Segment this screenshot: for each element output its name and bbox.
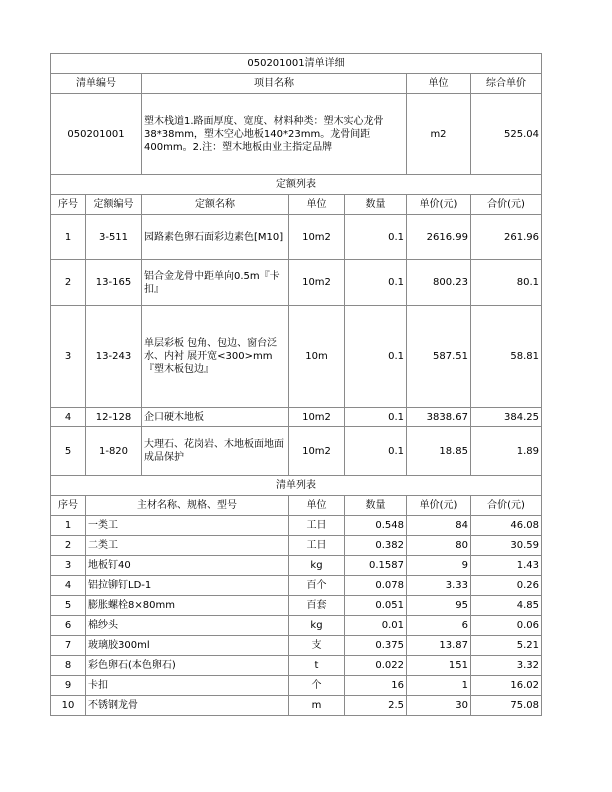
quota-unit: 10m2 [289, 260, 345, 306]
quota-price: 2616.99 [407, 215, 471, 260]
material-qty: 0.382 [345, 536, 407, 556]
material-name: 二类工 [86, 536, 289, 556]
material-no: 6 [51, 616, 86, 636]
material-price: 151 [407, 656, 471, 676]
quota-name: 企口硬木地板 [142, 408, 289, 427]
material-qty: 16 [345, 676, 407, 696]
quota-name: 单层彩板 包角、包边、窗台泛水、内衬 展开宽<300>mm『塑木板包边』 [142, 306, 289, 408]
quota-total: 384.25 [471, 408, 542, 427]
material-total: 0.26 [471, 576, 542, 596]
material-name: 卡扣 [86, 676, 289, 696]
table-row [51, 536, 542, 556]
bill-detail-table [50, 53, 542, 716]
quota-name: 大理石、花岗岩、木地板面地面成品保护 [142, 427, 289, 476]
material-unit: m [289, 696, 345, 716]
list-code-header: 清单编号 [51, 74, 142, 94]
quota-unit: 10m2 [289, 408, 345, 427]
table-row [51, 427, 542, 476]
quota-name: 园路素色卵石面彩边素色[M10] [142, 215, 289, 260]
material-no: 10 [51, 696, 86, 716]
material-header-qty: 数量 [345, 496, 407, 516]
material-unit: 工日 [289, 516, 345, 536]
list-code: 050201001 [51, 94, 142, 175]
material-no: 1 [51, 516, 86, 536]
material-name: 一类工 [86, 516, 289, 536]
quota-unit: 10m2 [289, 215, 345, 260]
material-total: 5.21 [471, 636, 542, 656]
material-name: 铝拉铆钉LD-1 [86, 576, 289, 596]
list-unit: m2 [407, 94, 471, 175]
quota-header-name: 定额名称 [142, 195, 289, 215]
material-total: 16.02 [471, 676, 542, 696]
list-name: 塑木栈道1.路面厚度、宽度、材料种类：塑木实心龙骨38*38mm，塑木空心地板140*23mm。龙骨间距400mm。2.注：塑木地板由业主指定品牌 [142, 94, 407, 175]
quota-price: 587.51 [407, 306, 471, 408]
quota-qty: 0.1 [345, 427, 407, 476]
material-price: 6 [407, 616, 471, 636]
material-qty: 0.022 [345, 656, 407, 676]
material-name: 膨胀螺栓8×80mm [86, 596, 289, 616]
material-header-no: 序号 [51, 496, 86, 516]
material-qty: 0.375 [345, 636, 407, 656]
table-row [51, 556, 542, 576]
quota-qty: 0.1 [345, 306, 407, 408]
quota-no: 3 [51, 306, 86, 408]
material-price: 3.33 [407, 576, 471, 596]
table-row [51, 696, 542, 716]
material-header-price: 单价(元) [407, 496, 471, 516]
quota-unit: 10m2 [289, 427, 345, 476]
material-qty: 2.5 [345, 696, 407, 716]
material-total: 46.08 [471, 516, 542, 536]
list-name-header: 项目名称 [142, 74, 407, 94]
material-price: 9 [407, 556, 471, 576]
material-name: 棉纱头 [86, 616, 289, 636]
quota-price: 800.23 [407, 260, 471, 306]
material-price: 1 [407, 676, 471, 696]
material-no: 7 [51, 636, 86, 656]
quota-total: 261.96 [471, 215, 542, 260]
material-total: 75.08 [471, 696, 542, 716]
material-name: 彩色卵石(本色卵石) [86, 656, 289, 676]
material-qty: 0.051 [345, 596, 407, 616]
material-unit: 工日 [289, 536, 345, 556]
quota-code: 1-820 [86, 427, 142, 476]
material-name: 玻璃胶300ml [86, 636, 289, 656]
material-total: 4.85 [471, 596, 542, 616]
material-price: 30 [407, 696, 471, 716]
material-name: 不锈钢龙骨 [86, 696, 289, 716]
table-row [51, 408, 542, 427]
material-unit: 百个 [289, 576, 345, 596]
quota-qty: 0.1 [345, 260, 407, 306]
material-unit: 个 [289, 676, 345, 696]
material-unit: kg [289, 616, 345, 636]
quota-no: 5 [51, 427, 86, 476]
material-no: 3 [51, 556, 86, 576]
quota-code: 3-511 [86, 215, 142, 260]
table-row [51, 260, 542, 306]
material-qty: 0.01 [345, 616, 407, 636]
quota-price: 3838.67 [407, 408, 471, 427]
table-row [51, 306, 542, 408]
quota-no: 4 [51, 408, 86, 427]
material-total: 3.32 [471, 656, 542, 676]
material-qty: 0.078 [345, 576, 407, 596]
material-total: 0.06 [471, 616, 542, 636]
quota-name: 铝合金龙骨中距单向0.5m『卡扣』 [142, 260, 289, 306]
material-qty: 0.1587 [345, 556, 407, 576]
quota-header-no: 序号 [51, 195, 86, 215]
quota-qty: 0.1 [345, 408, 407, 427]
quota-total: 80.1 [471, 260, 542, 306]
material-no: 5 [51, 596, 86, 616]
quota-no: 2 [51, 260, 86, 306]
material-no: 9 [51, 676, 86, 696]
quota-header-unit: 单位 [289, 195, 345, 215]
list-price: 525.04 [471, 94, 542, 175]
material-no: 8 [51, 656, 86, 676]
quota-qty: 0.1 [345, 215, 407, 260]
material-total: 30.59 [471, 536, 542, 556]
list-price-header: 综合单价 [471, 74, 542, 94]
table-row [51, 516, 542, 536]
quota-price: 18.85 [407, 427, 471, 476]
material-qty: 0.548 [345, 516, 407, 536]
material-section-title: 清单列表 [51, 476, 542, 496]
material-total: 1.43 [471, 556, 542, 576]
material-header-unit: 单位 [289, 496, 345, 516]
table-row [51, 616, 542, 636]
quota-header-price: 单价(元) [407, 195, 471, 215]
material-unit: t [289, 656, 345, 676]
quota-total: 1.89 [471, 427, 542, 476]
material-price: 95 [407, 596, 471, 616]
table-row [51, 215, 542, 260]
quota-section-title: 定额列表 [51, 175, 542, 195]
material-unit: kg [289, 556, 345, 576]
table-row [51, 656, 542, 676]
quota-code: 13-165 [86, 260, 142, 306]
table-row [51, 576, 542, 596]
table-row [51, 676, 542, 696]
table-row [51, 636, 542, 656]
material-price: 13.87 [407, 636, 471, 656]
quota-code: 13-243 [86, 306, 142, 408]
quota-total: 58.81 [471, 306, 542, 408]
material-name: 地板钉40 [86, 556, 289, 576]
material-unit: 百套 [289, 596, 345, 616]
material-header-name: 主材名称、规格、型号 [86, 496, 289, 516]
material-price: 84 [407, 516, 471, 536]
quota-header-qty: 数量 [345, 195, 407, 215]
material-unit: 支 [289, 636, 345, 656]
quota-code: 12-128 [86, 408, 142, 427]
material-header-total: 合价(元) [471, 496, 542, 516]
material-price: 80 [407, 536, 471, 556]
quota-header-total: 合价(元) [471, 195, 542, 215]
quota-header-code: 定额编号 [86, 195, 142, 215]
material-no: 2 [51, 536, 86, 556]
quota-unit: 10m [289, 306, 345, 408]
table-title: 050201001清单详细 [51, 54, 542, 74]
list-unit-header: 单位 [407, 74, 471, 94]
quota-no: 1 [51, 215, 86, 260]
table-row [51, 596, 542, 616]
material-no: 4 [51, 576, 86, 596]
